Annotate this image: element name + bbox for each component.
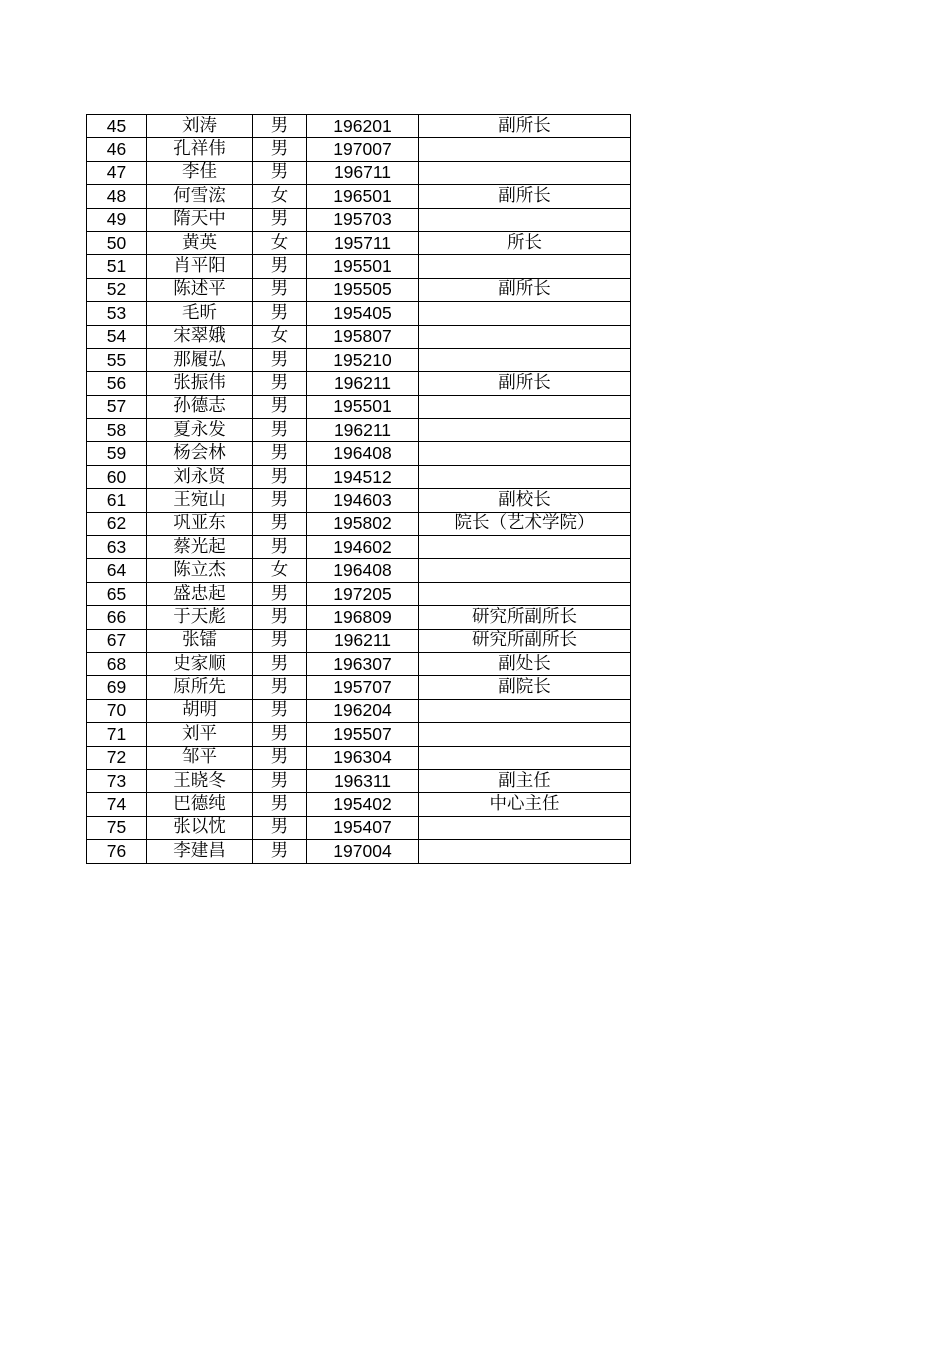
gender-cell: 男 [253, 676, 307, 699]
table-row [87, 629, 631, 652]
table-row [87, 676, 631, 699]
gender-cell: 男 [253, 629, 307, 652]
row-index-cell: 66 [87, 606, 147, 629]
name-cell: 夏永发 [147, 419, 253, 442]
gender-cell: 男 [253, 606, 307, 629]
row-index-cell: 60 [87, 465, 147, 488]
table-row [87, 138, 631, 161]
table-row [87, 489, 631, 512]
table-row [87, 699, 631, 722]
gender-cell: 男 [253, 372, 307, 395]
table-row [87, 769, 631, 792]
position-cell [419, 816, 631, 839]
table-row [87, 559, 631, 582]
row-index-cell: 75 [87, 816, 147, 839]
birth-date-cell: 196211 [307, 629, 419, 652]
gender-cell: 女 [253, 185, 307, 208]
birth-date-cell: 195501 [307, 255, 419, 278]
row-index-cell: 74 [87, 793, 147, 816]
table-row [87, 395, 631, 418]
birth-date-cell: 196211 [307, 372, 419, 395]
row-index-cell: 65 [87, 582, 147, 605]
position-cell [419, 255, 631, 278]
birth-date-cell: 197007 [307, 138, 419, 161]
birth-date-cell: 196711 [307, 161, 419, 184]
row-index-cell: 73 [87, 769, 147, 792]
row-index-cell: 50 [87, 231, 147, 254]
staff-table-body [87, 115, 631, 864]
position-cell [419, 582, 631, 605]
row-index-cell: 49 [87, 208, 147, 231]
birth-date-cell: 195210 [307, 348, 419, 371]
position-cell: 研究所副所长 [419, 606, 631, 629]
birth-date-cell: 197205 [307, 582, 419, 605]
position-cell: 所长 [419, 231, 631, 254]
name-cell: 毛昕 [147, 302, 253, 325]
position-cell [419, 161, 631, 184]
table-row [87, 746, 631, 769]
name-cell: 孔祥伟 [147, 138, 253, 161]
position-cell: 院长（艺术学院） [419, 512, 631, 535]
birth-date-cell: 194602 [307, 536, 419, 559]
position-cell [419, 699, 631, 722]
position-cell [419, 465, 631, 488]
birth-date-cell: 196311 [307, 769, 419, 792]
birth-date-cell: 195501 [307, 395, 419, 418]
gender-cell: 男 [253, 512, 307, 535]
name-cell: 刘永贤 [147, 465, 253, 488]
staff-table [86, 114, 631, 864]
birth-date-cell: 197004 [307, 840, 419, 863]
table-row [87, 372, 631, 395]
row-index-cell: 52 [87, 278, 147, 301]
gender-cell: 男 [253, 746, 307, 769]
row-index-cell: 71 [87, 723, 147, 746]
birth-date-cell: 196501 [307, 185, 419, 208]
name-cell: 孙德志 [147, 395, 253, 418]
row-index-cell: 67 [87, 629, 147, 652]
birth-date-cell: 196307 [307, 652, 419, 675]
table-row [87, 419, 631, 442]
birth-date-cell: 195507 [307, 723, 419, 746]
name-cell: 那履弘 [147, 348, 253, 371]
row-index-cell: 64 [87, 559, 147, 582]
name-cell: 巩亚东 [147, 512, 253, 535]
gender-cell: 男 [253, 348, 307, 371]
gender-cell: 男 [253, 465, 307, 488]
position-cell [419, 302, 631, 325]
gender-cell: 男 [253, 161, 307, 184]
row-index-cell: 51 [87, 255, 147, 278]
table-row [87, 652, 631, 675]
position-cell [419, 840, 631, 863]
gender-cell: 男 [253, 723, 307, 746]
table-row [87, 816, 631, 839]
birth-date-cell: 195707 [307, 676, 419, 699]
gender-cell: 男 [253, 816, 307, 839]
table-row [87, 442, 631, 465]
name-cell: 于天彪 [147, 606, 253, 629]
gender-cell: 女 [253, 231, 307, 254]
birth-date-cell: 195402 [307, 793, 419, 816]
gender-cell: 男 [253, 536, 307, 559]
name-cell: 肖平阳 [147, 255, 253, 278]
birth-date-cell: 196408 [307, 442, 419, 465]
birth-date-cell: 195703 [307, 208, 419, 231]
table-row [87, 723, 631, 746]
birth-date-cell: 195405 [307, 302, 419, 325]
name-cell: 黄英 [147, 231, 253, 254]
row-index-cell: 68 [87, 652, 147, 675]
table-row [87, 348, 631, 371]
position-cell [419, 746, 631, 769]
gender-cell: 男 [253, 395, 307, 418]
gender-cell: 男 [253, 138, 307, 161]
name-cell: 盛忠起 [147, 582, 253, 605]
table-row [87, 231, 631, 254]
table-row [87, 793, 631, 816]
name-cell: 宋翠娥 [147, 325, 253, 348]
gender-cell: 男 [253, 442, 307, 465]
gender-cell: 男 [253, 840, 307, 863]
name-cell: 杨会林 [147, 442, 253, 465]
row-index-cell: 58 [87, 419, 147, 442]
row-index-cell: 57 [87, 395, 147, 418]
gender-cell: 男 [253, 769, 307, 792]
table-row [87, 278, 631, 301]
birth-date-cell: 195407 [307, 816, 419, 839]
gender-cell: 男 [253, 793, 307, 816]
table-row [87, 536, 631, 559]
birth-date-cell: 196204 [307, 699, 419, 722]
row-index-cell: 76 [87, 840, 147, 863]
name-cell: 邹平 [147, 746, 253, 769]
table-row [87, 840, 631, 863]
birth-date-cell: 195711 [307, 231, 419, 254]
position-cell [419, 138, 631, 161]
position-cell: 副处长 [419, 652, 631, 675]
name-cell: 胡明 [147, 699, 253, 722]
name-cell: 史家顺 [147, 652, 253, 675]
row-index-cell: 56 [87, 372, 147, 395]
gender-cell: 男 [253, 582, 307, 605]
birth-date-cell: 195505 [307, 278, 419, 301]
position-cell: 研究所副所长 [419, 629, 631, 652]
position-cell [419, 442, 631, 465]
name-cell: 刘平 [147, 723, 253, 746]
row-index-cell: 63 [87, 536, 147, 559]
position-cell: 副所长 [419, 372, 631, 395]
birth-date-cell: 196201 [307, 115, 419, 138]
row-index-cell: 53 [87, 302, 147, 325]
name-cell: 蔡光起 [147, 536, 253, 559]
gender-cell: 男 [253, 489, 307, 512]
birth-date-cell: 196408 [307, 559, 419, 582]
gender-cell: 男 [253, 255, 307, 278]
position-cell [419, 419, 631, 442]
table-row [87, 185, 631, 208]
position-cell: 副主任 [419, 769, 631, 792]
name-cell: 王晓冬 [147, 769, 253, 792]
table-row [87, 255, 631, 278]
row-index-cell: 59 [87, 442, 147, 465]
gender-cell: 男 [253, 115, 307, 138]
birth-date-cell: 194512 [307, 465, 419, 488]
table-row [87, 302, 631, 325]
name-cell: 隋天中 [147, 208, 253, 231]
position-cell [419, 536, 631, 559]
row-index-cell: 69 [87, 676, 147, 699]
name-cell: 李建昌 [147, 840, 253, 863]
position-cell [419, 723, 631, 746]
table-row [87, 606, 631, 629]
gender-cell: 男 [253, 278, 307, 301]
row-index-cell: 47 [87, 161, 147, 184]
table-row [87, 465, 631, 488]
gender-cell: 男 [253, 652, 307, 675]
position-cell: 中心主任 [419, 793, 631, 816]
gender-cell: 男 [253, 302, 307, 325]
gender-cell: 男 [253, 419, 307, 442]
position-cell: 副所长 [419, 185, 631, 208]
table-row [87, 325, 631, 348]
position-cell [419, 559, 631, 582]
row-index-cell: 54 [87, 325, 147, 348]
position-cell: 副校长 [419, 489, 631, 512]
gender-cell: 男 [253, 208, 307, 231]
birth-date-cell: 194603 [307, 489, 419, 512]
name-cell: 陈述平 [147, 278, 253, 301]
table-row [87, 115, 631, 138]
name-cell: 陈立杰 [147, 559, 253, 582]
position-cell [419, 208, 631, 231]
name-cell: 张镭 [147, 629, 253, 652]
name-cell: 原所先 [147, 676, 253, 699]
table-row [87, 208, 631, 231]
row-index-cell: 46 [87, 138, 147, 161]
table-row [87, 512, 631, 535]
table-row [87, 161, 631, 184]
gender-cell: 男 [253, 699, 307, 722]
gender-cell: 女 [253, 559, 307, 582]
position-cell [419, 325, 631, 348]
name-cell: 何雪浤 [147, 185, 253, 208]
position-cell: 副所长 [419, 278, 631, 301]
position-cell [419, 348, 631, 371]
position-cell: 副院长 [419, 676, 631, 699]
name-cell: 张振伟 [147, 372, 253, 395]
row-index-cell: 55 [87, 348, 147, 371]
name-cell: 王宛山 [147, 489, 253, 512]
name-cell: 李佳 [147, 161, 253, 184]
row-index-cell: 48 [87, 185, 147, 208]
name-cell: 张以忱 [147, 816, 253, 839]
birth-date-cell: 196809 [307, 606, 419, 629]
row-index-cell: 61 [87, 489, 147, 512]
birth-date-cell: 196211 [307, 419, 419, 442]
gender-cell: 女 [253, 325, 307, 348]
birth-date-cell: 196304 [307, 746, 419, 769]
row-index-cell: 72 [87, 746, 147, 769]
row-index-cell: 45 [87, 115, 147, 138]
position-cell: 副所长 [419, 115, 631, 138]
table-row [87, 582, 631, 605]
row-index-cell: 70 [87, 699, 147, 722]
birth-date-cell: 195807 [307, 325, 419, 348]
name-cell: 刘涛 [147, 115, 253, 138]
row-index-cell: 62 [87, 512, 147, 535]
position-cell [419, 395, 631, 418]
birth-date-cell: 195802 [307, 512, 419, 535]
name-cell: 巴德纯 [147, 793, 253, 816]
